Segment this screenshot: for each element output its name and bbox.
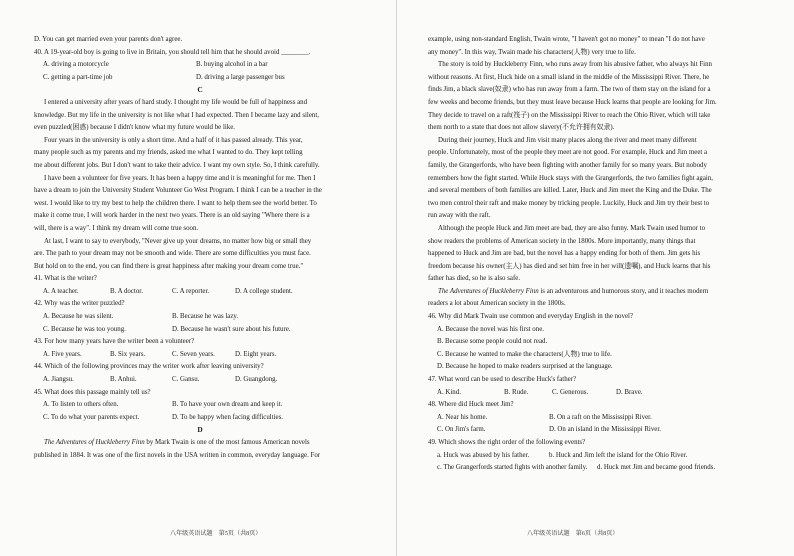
passage-c-line: make it come true, I will work harder in the next two years. There is an old saying "Where there is a bbox=[34, 212, 310, 220]
q43-option-c: C. Seven years. bbox=[172, 350, 215, 358]
q42-options-row1 bbox=[34, 311, 366, 324]
q43-option-b: B. Six years. bbox=[110, 350, 146, 358]
passage-d-line: show readers the problems of American society in the 1800s. More importantly, many things that bbox=[428, 237, 696, 245]
q44-option-d: D. Guangdong. bbox=[235, 376, 278, 384]
passage-d-line: happened to Huck and Jim are bad, but the novel has a happy ending for both of them. Jim gets his bbox=[428, 250, 701, 258]
q46-option-a: A. Because the novel was his first one. bbox=[437, 325, 544, 333]
q45-options-row2 bbox=[34, 412, 366, 425]
q48-option-b: B. On a raft on the Mississippi River. bbox=[549, 413, 652, 421]
book-title: The Adventures of Huckleberry Finn bbox=[44, 439, 145, 446]
passage-d-line: father has died, so he is also safe. bbox=[428, 275, 521, 283]
passage-d-text: by Mark Twain is one of the most famous American novels bbox=[144, 439, 310, 446]
q40-option-a: A. driving a motorcycle bbox=[43, 61, 109, 69]
q48-stem: 48. Where did Huck meet Jim? bbox=[428, 401, 514, 409]
passage-c-line: west. I would like to try my best to help the children there. I want to help them see the world better. To bbox=[34, 199, 317, 207]
passage-d-line: During their journey, Huck and Jim visit many places along the river and meet many different bbox=[438, 136, 697, 144]
q48-option-d: D. On an island in the Mississippi River. bbox=[549, 426, 661, 434]
section-c-heading: C bbox=[197, 85, 203, 95]
q47-option-a: A. Kind. bbox=[437, 388, 461, 396]
q40-option-c: C. getting a part-time job bbox=[43, 73, 113, 81]
q40-option-b: B. buying alcohol in a bar bbox=[196, 61, 268, 69]
passage-d-line: any money". In this way, Twain made his characters(人物) very true to life. bbox=[428, 48, 636, 56]
q43-options bbox=[34, 349, 366, 362]
q49-events-row2 bbox=[428, 462, 746, 475]
passage-c-line: knowledge. But my life in the university is not like what I had expected. Then I became lazy and silent, bbox=[34, 111, 319, 119]
q46-stem: 46. Why did Mark Twain use common and everyday English in the novel? bbox=[428, 313, 633, 321]
q47-stem: 47. What word can be used to describe Huck's father? bbox=[428, 376, 577, 384]
q41-option-c: C. A reporter. bbox=[172, 287, 210, 295]
passage-d-line: them north to a state that does not allow slavery(不允许拥有奴隶). bbox=[428, 124, 615, 132]
q48-option-c: C. On Jim's farm. bbox=[437, 426, 486, 434]
q43-option-a: A. Five years. bbox=[43, 350, 82, 358]
q44-option-a: A. Jiangsu. bbox=[43, 376, 74, 384]
q48-options-row2 bbox=[428, 424, 746, 437]
q45-option-a: A. To listen to others often. bbox=[43, 401, 119, 409]
q45-stem: 45. What does this passage mainly tell us? bbox=[34, 388, 151, 396]
passage-d-line: family, the Grangerfords, who have been fighting with another family for so many years. But nobody bbox=[428, 161, 707, 169]
q44-option-c: C. Gansu. bbox=[172, 376, 200, 384]
q45-option-d: D. To be happy when facing difficulties. bbox=[172, 413, 284, 421]
q49-stem: 49. Which shows the right order of the following events? bbox=[428, 439, 586, 446]
passage-c-line: I have been a volunteer for five years. It has been a happy time and it is meaningful for me. Then I bbox=[44, 174, 316, 182]
q42-options-row2 bbox=[34, 324, 366, 337]
q42-option-b: B. Because he was lazy. bbox=[172, 313, 239, 321]
passage-c-line: have a dream to join the University Student Volunteer Go West Program. I think I can be a teacher in the bbox=[34, 187, 322, 195]
passage-c-line: are. The path to your dream may not be smooth and wide. There are some difficulties you must face. bbox=[34, 250, 311, 258]
passage-d-line: two men control their raft and make money by tricking people. Luckily, Huck and Jim try their best to bbox=[428, 199, 710, 207]
passage-d-line bbox=[34, 437, 366, 450]
passage-d-line bbox=[428, 286, 746, 299]
q47-option-d: D. Brave. bbox=[616, 388, 643, 396]
q49-event-d: d. Huck met Jim and became good friends. bbox=[597, 464, 716, 472]
q43-stem: 43. For how many years have the writer been a volunteer? bbox=[34, 338, 195, 346]
q40-stem: 40. A 19-year-old boy is going to live in Britain, you should tell him that he should avoid ________. bbox=[34, 48, 311, 56]
passage-d-text: is an adventurous and humorous story, and it teaches modern bbox=[538, 287, 709, 295]
page-footer: 八年级英语试题 第5页（共8页） bbox=[170, 531, 262, 537]
passage-d-line: example, using non-standard English, Twain wrote, "I haven't got no money" to mean "I do not have bbox=[428, 36, 705, 43]
q42-option-d: D. Because he wasn't sure about his future. bbox=[172, 325, 291, 333]
q39-option-d: D. You can get married even your parents don't agree. bbox=[34, 36, 183, 43]
book-title: The Adventures of Huckleberry Finn bbox=[438, 287, 539, 295]
q49-event-b: b. Huck and Jim left the island for the Ohio River. bbox=[549, 451, 688, 459]
passage-c-line: will, there is a way". I think my dream will come true soon. bbox=[34, 224, 199, 232]
q47-option-c: C. Generous. bbox=[552, 388, 589, 396]
q40-option-d: D. driving a large passenger bus bbox=[196, 73, 285, 81]
q44-options bbox=[34, 374, 366, 387]
passage-c-line: even puzzled(困惑) because I didn't know what my future would be like. bbox=[34, 124, 236, 132]
q40-options-row1 bbox=[34, 59, 366, 72]
q49-event-a: a. Huck was abused by his father. bbox=[437, 451, 530, 459]
page-footer: 八年级英语试题 第6页（共8页） bbox=[527, 531, 619, 537]
right-column bbox=[428, 34, 746, 475]
q48-option-a: A. Near his home. bbox=[437, 413, 488, 421]
passage-d-line: finds Jim, a black slave(奴隶) who has run away from a farm. The two of them stay on the island for a bbox=[428, 86, 711, 94]
q45-option-b: B. To have your own dream and keep it. bbox=[172, 401, 283, 409]
passage-d-line: without reasons. At first, Huck hide on a small island in the middle of the Mississippi River. There, he bbox=[428, 73, 710, 81]
q45-options-row1 bbox=[34, 399, 366, 412]
passage-d-line: remembers how the fight started. While Huck stays with the Grangerfords, the two families fight again, bbox=[428, 174, 713, 182]
q46-option-c: C. Because he wanted to make the characters(人物) true to life. bbox=[437, 350, 612, 358]
section-d-heading: D bbox=[197, 425, 203, 435]
q49-event-c: c. The Grangerfords started fights with another family. bbox=[437, 464, 588, 472]
q41-option-a: A. A teacher. bbox=[43, 287, 79, 295]
q47-options bbox=[428, 387, 746, 400]
passage-d-line: freedom because his owner(主人) has died and set him free in her will(遗嘱), and Huck learns that his bbox=[428, 262, 711, 270]
q40-options-row2 bbox=[34, 72, 366, 85]
q46-option-d: D. Because he hoped to make readers surprised at the language. bbox=[437, 363, 613, 371]
q41-stem: 41. What is the writer? bbox=[34, 275, 97, 283]
passage-d-line: few weeks and become friends, but they must leave because Huck learns that people are looking for Jim. bbox=[428, 98, 717, 106]
q42-stem: 42. Why was the writer puzzled? bbox=[34, 300, 125, 308]
passage-c-line: many people such as my parents and my friends, asked me what I wanted to do. They kept telling bbox=[34, 149, 303, 157]
passage-d-line: readers a lot about American society in the 1800s. bbox=[428, 300, 566, 308]
q41-option-b: B. A doctor. bbox=[110, 287, 143, 295]
passage-c-line: At last, I want to say to everybody, "Never give up your dreams, no matter how big or small they bbox=[44, 237, 312, 245]
q46-option-b: B. Because some people could not read. bbox=[437, 338, 548, 346]
passage-d-line: The story is told by Huckleberry Finn, who runs away from his abusive father, who always hit Finn bbox=[438, 61, 712, 69]
q41-options bbox=[34, 286, 366, 299]
q47-option-b: B. Rude. bbox=[504, 388, 529, 396]
q42-option-c: C. Because he was too young. bbox=[43, 325, 126, 333]
passage-d-line: run away with the raft. bbox=[428, 212, 491, 220]
q44-stem: 44. Which of the following provinces may the writer work after leaving university? bbox=[34, 363, 264, 371]
passage-d-line: They decide to travel on a raft(筏子) on the Mississippi River to reach the Ohio River, which will take bbox=[428, 111, 711, 119]
q44-option-b: B. Anhui. bbox=[110, 376, 137, 384]
q42-option-a: A. Because he was silent. bbox=[43, 313, 114, 321]
passage-c-line: But hold on to the end, you can find there is great happiness after making your dream come true." bbox=[34, 262, 304, 270]
left-column bbox=[34, 34, 366, 462]
passage-d-line: published in 1884. It was one of the first novels in the USA written in common, everyday language. For bbox=[34, 451, 321, 459]
passage-c-line: Four years in the university is only a short time. And a half of it has passed already. This year, bbox=[44, 136, 303, 144]
q48-options-row1 bbox=[428, 412, 746, 425]
passage-d-line: and several members of both families are killed. Later, Huck and Jim meet the King and the Duke. The bbox=[428, 187, 712, 195]
q45-option-c: C. To do what your parents expect. bbox=[43, 413, 140, 421]
q41-option-d: D. A college student. bbox=[235, 287, 293, 295]
q43-option-d: D. Eight years. bbox=[235, 350, 277, 358]
q49-events-row1 bbox=[428, 450, 746, 463]
passage-c-line: I entered a university after years of hard study. I thought my life would be full of happiness and bbox=[44, 98, 308, 106]
passage-d-line: people. Unfortunately, most of the people they meet are not good. For example, Huck and Jim meet a bbox=[428, 149, 708, 157]
passage-d-line: Although the people Huck and Jim meet are bad, they are also funny. Mark Twain used humor to bbox=[438, 224, 706, 232]
passage-c-line: me about different jobs. But I don't want to take their advice. I want my own style. So, I think carefully. bbox=[34, 161, 320, 169]
